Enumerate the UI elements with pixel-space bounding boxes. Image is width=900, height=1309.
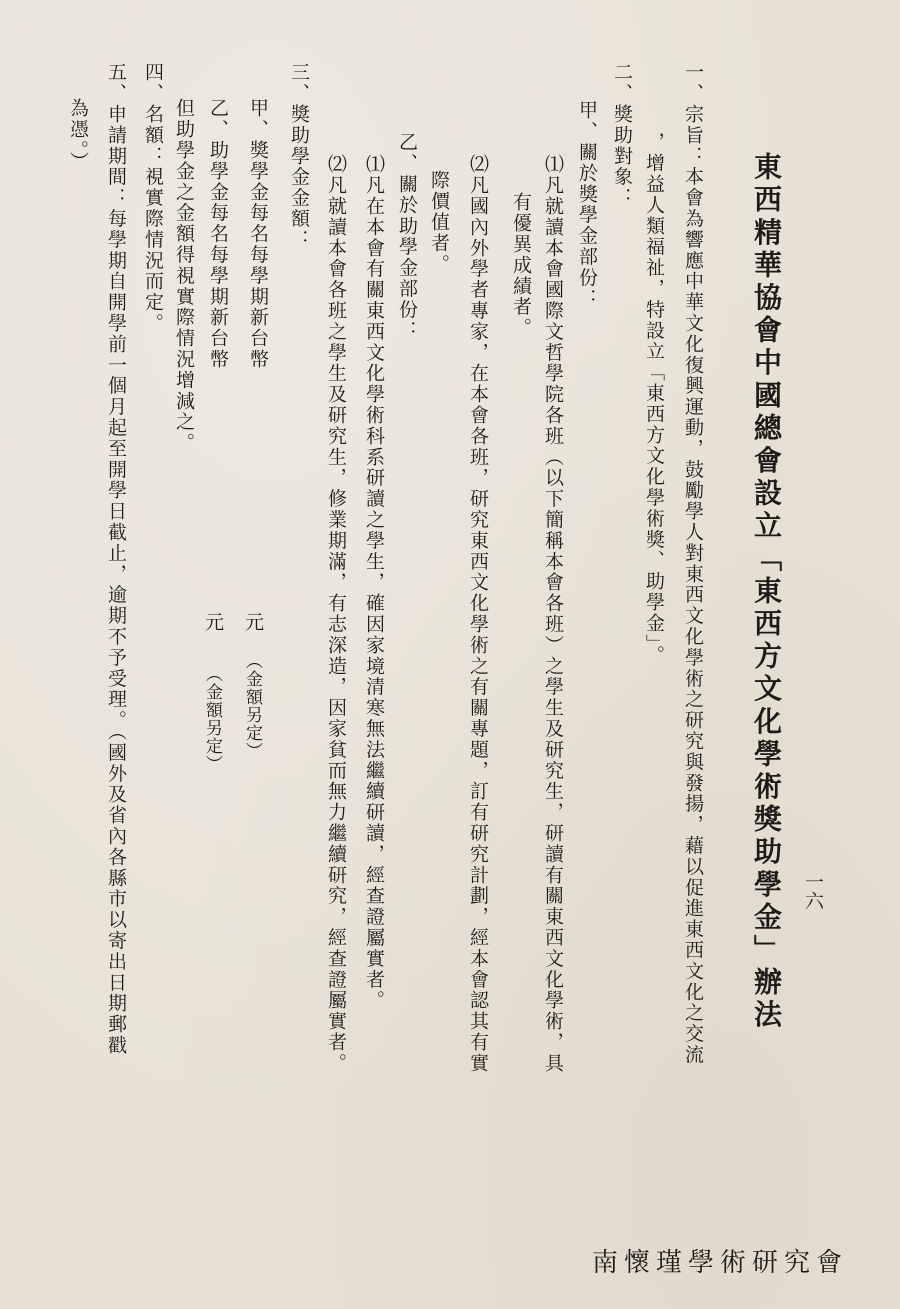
line-12: 三、獎助學金金額：	[288, 62, 310, 251]
line-17: 五、申請期間：每學期自開學前一個月起至開學日截止，逾期不予受理。（國外及省內各縣市以寄出日期郵戳	[105, 62, 127, 1056]
line-2: ，增益人類福祉，特設立「東西方文化學術獎、助學金」。	[643, 132, 665, 666]
line-15: 但助學金之金額得視實際情況增減之。	[173, 98, 195, 454]
amount-unit-scholarship: 元	[242, 612, 264, 632]
line-11: ⑵凡就讀本會各班之學生及研究生，修業期滿，有志深造，因家貧而無力繼續研究，經查證屬實者。	[325, 154, 347, 1074]
line-4: 甲、關於獎學金部份：	[576, 100, 598, 309]
line-14: 乙、助學金每名每學期新台幣	[207, 98, 229, 370]
line-9: 乙、關於助學金部份：	[396, 132, 418, 341]
line-16: 四、名額：視實際情況而定。	[142, 62, 164, 334]
line-3: 二、獎助對象：	[611, 62, 633, 209]
document-title: 東西精華協會中國總會設立「東西方文化學術獎助學金」辦法	[750, 152, 783, 1033]
page-number: 一六	[802, 872, 824, 910]
line-7: ⑵凡國內外學者專家，在本會各班，研究東西文化學術之有關專題，訂有研究計劃，經本會認其有實	[467, 154, 489, 1074]
line-8: 際價值者。	[428, 170, 450, 275]
line-18: 為憑。）	[67, 98, 89, 173]
line-13: 甲、獎學金每名每學期新台幣	[247, 98, 269, 370]
publisher-seal: 南懷瑾學術研究會	[592, 1248, 849, 1278]
line-5: ⑴凡就讀本會國際文哲學院各班（以下簡稱本會各班）之學生及研究生，研讀有關東西文化學術，具	[542, 154, 564, 1074]
amount-unit-grant: 元	[202, 612, 224, 632]
line-6: 有優異成績者。	[510, 192, 532, 339]
amount-note-scholarship: （金額另定）	[242, 652, 262, 760]
line-10: ⑴凡在本會有關東西文化學術科系研讀之學生，確因家境清寒無法繼續研讀，經查證屬實者。	[363, 154, 385, 1011]
amount-note-grant: （金額另定）	[202, 665, 222, 773]
line-1: 一、宗旨：本會為響應中華文化復興運動，鼓勵學人對東西文化學術之研究與發揚，藉以促進東西文化之交流	[682, 62, 704, 1066]
